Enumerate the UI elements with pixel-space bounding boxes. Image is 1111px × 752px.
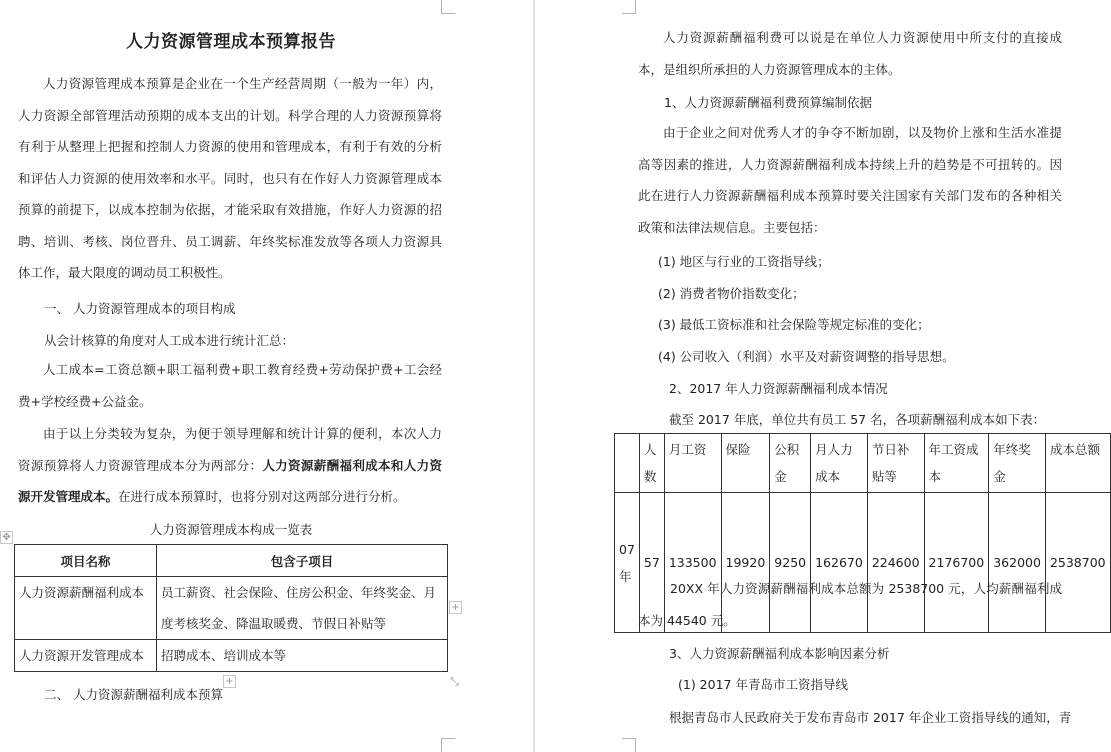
split-text-bold: 人力资源薪酬福利成本和人力资源开发管理成本。 bbox=[18, 457, 442, 504]
subsection-heading-3: 3、人力资源薪酬福利成本影响因素分析 bbox=[669, 646, 890, 661]
page-corner-marker bbox=[441, 738, 455, 752]
subsection-heading-1: 1、人力资源薪酬福利费预算编制依据 bbox=[664, 95, 872, 110]
section-heading-2: 二、 人力资源薪酬福利成本预算 bbox=[44, 687, 223, 702]
table-header-cell: 保险 bbox=[721, 434, 770, 493]
add-row-icon[interactable]: + bbox=[223, 675, 236, 688]
paragraph-trend: 由于企业之间对优秀人才的争夺不断加剧，以及物价上涨和生活水准提高等因素的推进，人力资源薪酬福利成本持续上升的趋势是不可扭转的。因此在进行人力资源薪酬福利成本预算时要关注国家有关部门发布的各种相关政策和法律法规信息。主要包括： bbox=[638, 125, 1062, 235]
page-divider bbox=[533, 0, 535, 752]
paragraph-qingdao: 根据青岛市人民政府关于发布青岛市 2017 年企业工资指导线的通知，青 bbox=[669, 710, 1072, 725]
paragraph-total-cost: 20XX 年人力资源薪酬福利成本总额为 2538700 元，人均薪酬福利成本为 44540 元。 bbox=[638, 581, 1062, 628]
document-title: 人力资源管理成本预算报告 bbox=[126, 32, 336, 52]
table-cell: 员工薪资、社会保险、住房公积金、年终奖金、月度考核奖金、降温取暖费、节假日补贴等 bbox=[157, 577, 448, 640]
table-cell: 133500 bbox=[664, 493, 721, 633]
paragraph-headcount: 截至 2017 年底，单位共有员工 57 名，各项薪酬福利成本如下表： bbox=[669, 412, 1046, 427]
paragraph-accounting: 从会计核算的角度对人工成本进行统计汇总： bbox=[44, 333, 295, 348]
table-header-row bbox=[615, 434, 1111, 493]
table-cell: 2538700 bbox=[1045, 493, 1110, 633]
table-cell: 9250 bbox=[770, 493, 811, 633]
page-corner-marker bbox=[622, 0, 636, 14]
subsection-heading-4: (1) 2017 年青岛市工资指导线 bbox=[678, 677, 848, 692]
table-cell: 招聘成本、培训成本等 bbox=[157, 640, 448, 672]
table-header-cell: 年工资成本 bbox=[924, 434, 989, 493]
split-text-c: 在进行成本预算时，也将分别对这两部分进行分析。 bbox=[118, 489, 406, 504]
table-header-cell: 包含子项目 bbox=[157, 545, 448, 577]
table-caption: 人力资源管理成本构成一览表 bbox=[149, 522, 313, 537]
add-column-icon[interactable]: + bbox=[449, 601, 462, 614]
table-header-cell: 月工资 bbox=[664, 434, 721, 493]
table-header-cell: 人数 bbox=[639, 434, 664, 493]
table-cell: 2176700 bbox=[924, 493, 989, 633]
paragraph-direct-cost: 人力资源薪酬福利费可以说是在单位人力资源使用中所支付的直接成本，是组织所承担的人力资源管理成本的主体。 bbox=[638, 30, 1062, 77]
table-cell: 57 bbox=[639, 493, 664, 633]
section-heading-1: 一、 人力资源管理成本的项目构成 bbox=[44, 301, 236, 316]
page-corner-marker bbox=[441, 0, 455, 14]
table-header-row bbox=[15, 545, 448, 577]
table-header-cell: 公积金 bbox=[770, 434, 811, 493]
table-cell: 224600 bbox=[867, 493, 924, 633]
table-row bbox=[15, 577, 448, 640]
list-item: (1) 地区与行业的工资指导线； bbox=[658, 254, 830, 269]
cost-structure-table bbox=[14, 544, 448, 672]
table-header-cell: 节日补贴等 bbox=[867, 434, 924, 493]
paragraph-formula: 人工成本=工资总额+职工福利费+职工教育经费+劳动保护费+工会经费+学校经费+公益金。 bbox=[18, 362, 442, 409]
split-text-a: 由于以上分类较为复杂，为便于领导理解和统计计算的便利，本次人力资源预算将人力资源管理成本分为两部分： bbox=[18, 426, 442, 473]
page-corner-marker bbox=[622, 738, 636, 752]
table-cell: 人力资源开发管理成本 bbox=[15, 640, 157, 672]
table-header-cell: 项目名称 bbox=[15, 545, 157, 577]
move-handle-icon[interactable]: ✥ bbox=[0, 531, 13, 544]
table-header-cell: 成本总额 bbox=[1045, 434, 1110, 493]
resize-handle-icon[interactable]: ⤡ bbox=[448, 676, 461, 689]
table-cell: 362000 bbox=[989, 493, 1046, 633]
table-cell: 19920 bbox=[721, 493, 770, 633]
document-page-right bbox=[548, 0, 1080, 752]
intro-paragraph: 人力资源管理成本预算是企业在一个生产经营周期（一般为一年）内，人力资源全部管理活动预期的成本支出的计划。科学合理的人力资源预算将有利于从整理上把握和控制人力资源的使用和管理成本，有利于有效的分析和评估人力资源的使用效率和水平。同时，也只有在作好人力资源管理成本预算的前提下，以成本控制为依据，才能采取有效措施，作好人力资源的招聘、培训、考核、岗位晋升、员工调薪、年终奖标准发放等各项人力资源具体工作，最大限度的调动员工积极性。 bbox=[18, 76, 442, 280]
list-item: (2) 消费者物价指数变化； bbox=[658, 286, 805, 301]
table-header-cell: 年终奖金 bbox=[989, 434, 1046, 493]
table-row bbox=[15, 640, 448, 672]
subsection-heading-2: 2、2017 年人力资源薪酬福利成本情况 bbox=[669, 381, 888, 396]
page-gutter bbox=[462, 0, 548, 752]
table-header-cell: 月人力成本 bbox=[811, 434, 868, 493]
document-page-left bbox=[0, 0, 462, 752]
list-item: (4) 公司收入（利润）水平及对薪资调整的指导思想。 bbox=[658, 349, 955, 364]
table-cell: 人力资源薪酬福利成本 bbox=[15, 577, 157, 640]
paragraph-split bbox=[18, 418, 442, 513]
table-cell: 07年 bbox=[615, 493, 640, 633]
list-item: (3) 最低工资标准和社会保险等规定标准的变化； bbox=[658, 317, 930, 332]
table-header-cell bbox=[615, 434, 640, 493]
table-cell: 162670 bbox=[811, 493, 868, 633]
